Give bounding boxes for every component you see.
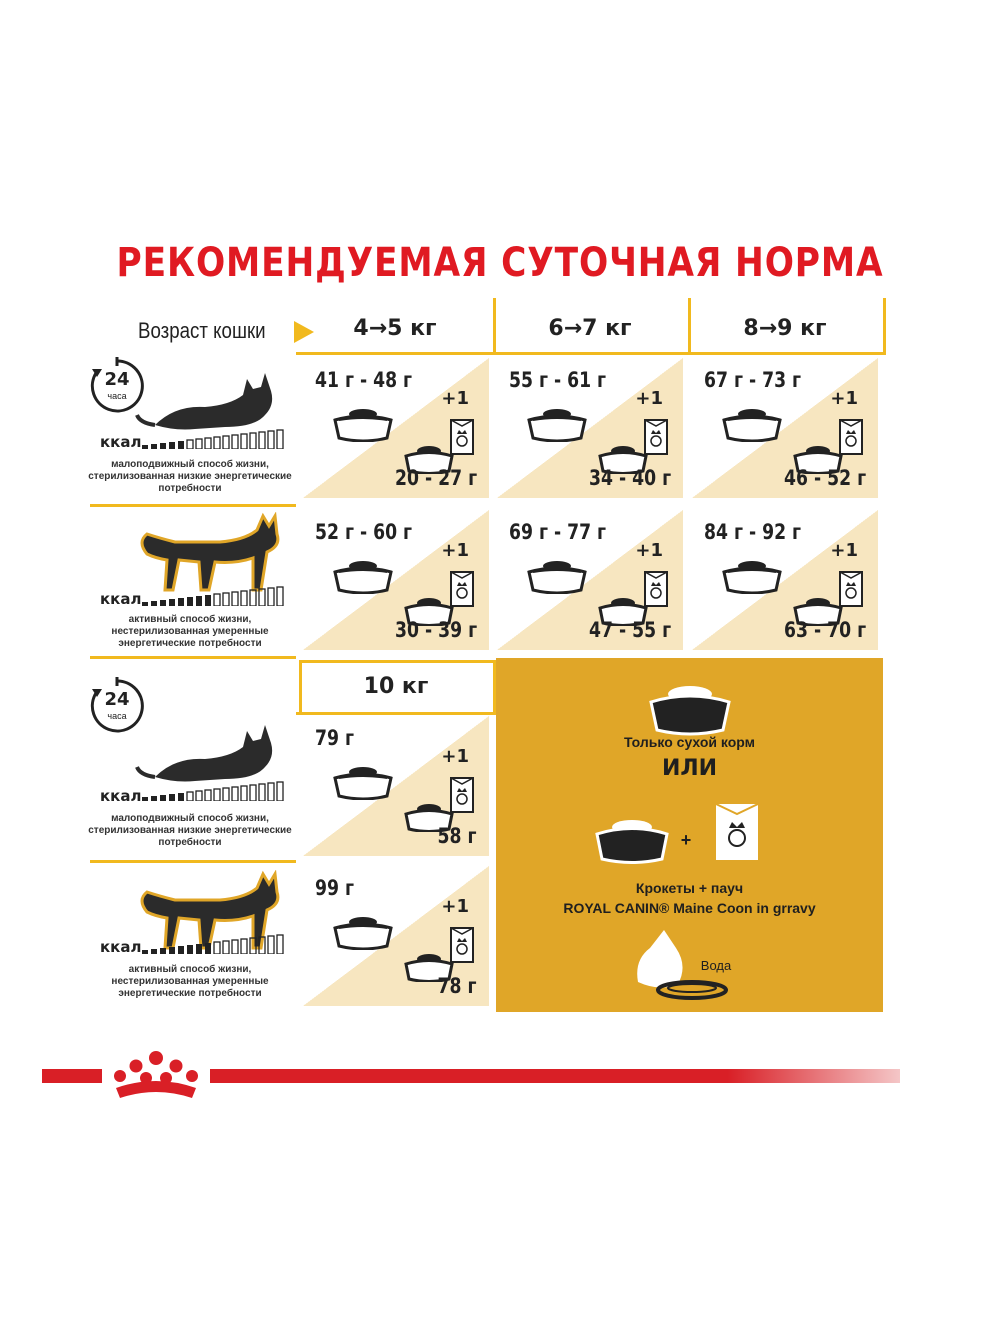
wet-food-pouch-icon [641,416,671,456]
plus-one-label: +1 [441,540,469,561]
ration-cell [303,358,489,498]
plus-one-label: +1 [635,388,663,409]
dry-food-amount: 84 г - 92 г [704,520,802,544]
mixed-food-amount: 34 - 40 г [588,466,671,490]
food-bowl-icon [525,404,589,442]
energy-bars-icon [142,584,292,606]
plus-one-label: +1 [441,388,469,409]
profile-sedentary-1: 24 часа ккал малоподвижный способ жизни, стерилизованная низкие энергетические потребности [80,355,300,500]
wet-food-pouch-icon [836,416,866,456]
mixed-food-amount: 63 - 70 г [783,618,866,642]
brand-line-right [210,1069,900,1083]
food-bowl-icon [331,762,395,800]
wet-food-pouch-icon [447,568,477,608]
profile-sedentary-2: 24 часа ккал малоподвижный способ жизни, стерилизованная низкие энергетические потребности [80,675,300,820]
royal-canin-crown-icon [106,1044,206,1104]
ration-cell [303,510,489,650]
grid-line [90,860,296,863]
dry-food-amount: 55 г - 61 г [509,368,607,392]
ration-cell [692,358,878,498]
energy-bars-icon [142,932,292,954]
food-bowl-icon [592,814,672,864]
wet-food-pouch-icon [447,416,477,456]
mixed-food-amount: 46 - 52 г [783,466,866,490]
ration-cell [497,358,683,498]
ration-cell [303,866,489,1006]
lying-cat-icon [135,365,285,435]
wet-food-pouch-icon [836,568,866,608]
ration-cell [497,510,683,650]
plus-sign: + [680,830,692,850]
wet-food-pouch-icon [447,924,477,964]
dry-food-amount: 99 г [315,876,354,900]
grid-line [493,298,496,354]
brand-line-left [42,1069,102,1083]
grid-line [296,712,496,715]
walking-cat-icon [135,512,285,592]
wet-food-pouch-icon [641,568,671,608]
grid-line [90,656,296,659]
weight-header-10: 10 кг [363,673,429,699]
grid-line [296,352,886,355]
dry-food-amount: 67 г - 73 г [704,368,802,392]
ration-cell [303,716,489,856]
plus-one-label: +1 [441,746,469,767]
plus-one-label: +1 [441,896,469,917]
dry-only-label: Только сухой корм [624,734,755,750]
food-bowl-icon [331,556,395,594]
wet-food-pouch-icon [447,774,477,814]
water-label: Вода [700,958,732,973]
dry-food-amount: 79 г [315,726,354,750]
food-bowl-icon [720,404,784,442]
grid-line [90,504,296,507]
food-bowl-icon [331,404,395,442]
grid-line [688,298,691,354]
combo-line-2: ROYAL CANIN® Maine Coon in grravy [563,900,816,916]
dry-food-amount: 69 г - 77 г [509,520,607,544]
weight-header-3: 8→9 кг [743,315,827,341]
plus-one-label: +1 [830,540,858,561]
food-bowl-icon [720,556,784,594]
lying-cat-icon [135,717,285,787]
mixed-food-amount: 58 г [438,824,477,848]
mixed-food-amount: 47 - 55 г [588,618,671,642]
food-bowl-icon [331,912,395,950]
dry-food-amount: 41 г - 48 г [315,368,413,392]
age-label: Возраст кошки [138,318,266,343]
mixed-food-amount: 78 г [438,974,477,998]
or-label: ИЛИ [661,756,718,781]
food-bowl-icon [525,556,589,594]
ration-cell [692,510,878,650]
clock-icon: 24 часа [88,677,146,735]
grid-line [299,660,496,663]
mixed-food-amount: 20 - 27 г [394,466,477,490]
combo-line-1: Крокеты + пауч [635,880,744,896]
dry-food-amount: 52 г - 60 г [315,520,413,544]
food-bowl-icon [645,680,735,736]
plus-one-label: +1 [635,540,663,561]
plus-one-label: +1 [830,388,858,409]
feeding-legend [496,658,883,1012]
weight-header-2: 6→7 кг [548,315,632,341]
weight-header-1: 4→5 кг [353,315,437,341]
energy-bars-icon [142,779,292,801]
wet-food-pouch-icon [712,798,762,862]
grid-line [883,298,886,354]
energy-bars-icon [142,427,292,449]
profile-active-2: ккал активный способ жизни, нестерилизованная умеренные энергетические потребности [80,868,300,1013]
page-title: РЕКОМЕНДУЕМАЯ СУТОЧНАЯ НОРМА [116,240,884,286]
clock-icon: 24 часа [88,357,146,415]
mixed-food-amount: 30 - 39 г [394,618,477,642]
profile-active-1: ккал активный способ жизни, нестерилизованная умеренные энергетические потребности [80,510,300,655]
